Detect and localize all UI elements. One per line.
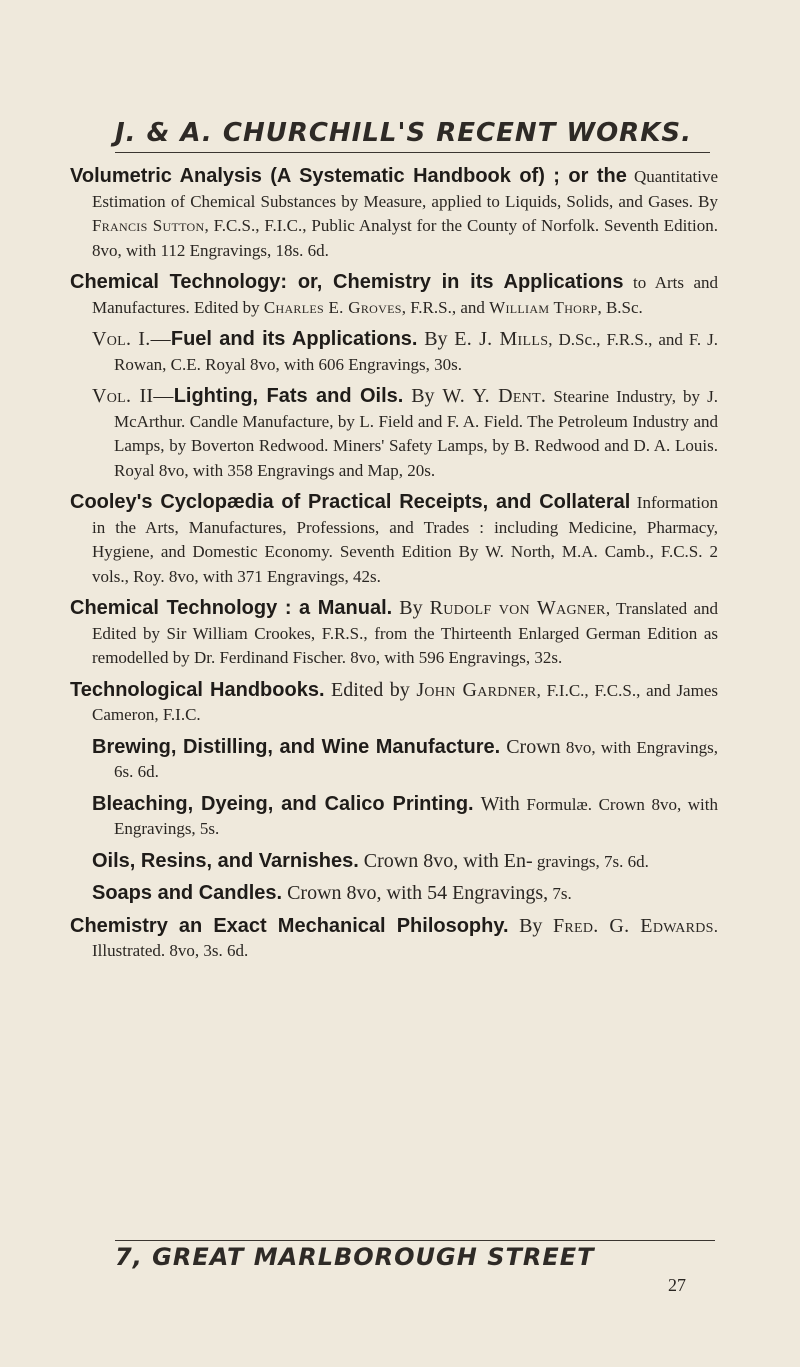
entry-title: Oils, Resins, and Varnishes. [92, 849, 359, 872]
entry-format: Crown 8vo, with 54 Engravings, [282, 882, 549, 904]
entry-body: Quantitative Estimation of Chemical Substances by Measure, applied to Liquids, Solids, and Gases. By [92, 167, 718, 211]
entry-details: , F.C.S., F.I.C., Public Analyst for the County of Norfolk. Seventh Edition. 8vo, with 112 Engravings, 18s. 6d. [92, 216, 718, 260]
entry-by: By [417, 328, 455, 350]
entry-author: Rudolf von Wagner [429, 597, 606, 619]
entry-body: Information in the Arts, Manufactures, Professions, and Trades : including Medicine, Pharmacy, Hygiene, and Domestic Economy. Seventh Edition By W. North, M.A. Camb., F.C.S. 2 vols., Roy. 8vo, with 371 Engravings, 42s. [92, 493, 718, 586]
entry-title: Chemical Technology: or, Chemistry in its Applications [70, 271, 624, 293]
entry-title: Technological Handbooks. [70, 678, 325, 701]
entry-author-2: William Thorp [489, 297, 598, 317]
entry-chemical-technology-manual [70, 596, 718, 671]
entry-details: . Illustrated. 8vo, 3s. 6d. [92, 916, 718, 960]
volume-label: Vol. I.— [92, 328, 171, 350]
entry-details: , F.I.C., F.C.S., and James Cameron, F.I.C. [92, 680, 718, 724]
entry-format: Crown 8vo, with En- [358, 849, 533, 872]
bottom-rule [115, 1240, 715, 1241]
entry-body-mid: , F.R.S., and [401, 297, 490, 317]
entry-details: 7s. [548, 884, 572, 903]
entry-author: E. J. Mills [454, 328, 549, 350]
entry-details: , Translated and Edited by Sir William Crookes, F.R.S., from the Thirteenth Enlarged German Edition as remodelled by Dr. Ferdinand Fischer. 8vo, with 596 Engravings, 32s. [92, 599, 718, 667]
entry-details: , D.Sc., F.R.S., and F. J. Rowan, C.E. Royal 8vo, with 606 Engravings, 30s. [114, 330, 718, 374]
entry-author: John Gardner [416, 678, 537, 701]
top-rule [115, 152, 710, 153]
entry-details: Stearine Industry, by J. McArthur. Candle Manufacture, by L. Field and F. A. Field. The Petroleum Industry and Lamps, by Boverton Redwood. Miners' Safety Lamps, by B. Redwood and D. A. Louis. Royal 8vo, with 358 Engravings and Map, 20s. [114, 387, 719, 480]
entry-brewing [70, 735, 718, 785]
entry-vol-2 [70, 384, 718, 483]
entry-chemistry-exact [70, 914, 718, 964]
entry-details: , B.Sc. [597, 297, 643, 317]
entry-by: By [392, 597, 430, 619]
entry-bleaching [70, 792, 718, 842]
entry-author: Charles E. Groves [263, 297, 402, 317]
entry-author: Fred. G. Edwards [552, 914, 714, 937]
entry-title: Soaps and Candles. [92, 882, 283, 904]
page-number: 27 [668, 1275, 686, 1295]
entry-body: to Arts and Manufactures. Edited by [92, 273, 718, 317]
publisher-address: 7, GREAT MARLBOROUGH STREET [115, 1243, 595, 1271]
entry-details: 8vo, with Engravings, 6s. 6d. [114, 737, 719, 781]
entry-title: Chemical Technology : a Manual. [70, 597, 393, 619]
entry-soaps-candles [70, 881, 718, 907]
entry-chemical-technology [70, 270, 718, 320]
entry-by: By [508, 914, 553, 937]
entry-by: Edited by [324, 678, 417, 701]
entry-title: Cooley's Cyclopædia of Practical Receipts, and Collateral [70, 491, 631, 513]
entry-volumetric-analysis [70, 164, 718, 263]
entry-title: Lighting, Fats and Oils. [173, 385, 404, 407]
entry-details: Formulæ. Crown 8vo, with Engravings, 5s. [114, 794, 719, 838]
entry-author: W. Y. Dent. [442, 385, 547, 407]
book-list [70, 164, 718, 971]
entry-title: Fuel and its Applications. [170, 328, 418, 350]
entry-details: gravings, 7s. 6d. [532, 851, 649, 871]
entry-format: With [473, 792, 520, 815]
entry-vol-1 [70, 327, 718, 377]
entry-title: Bleaching, Dyeing, and Calico Printing. [92, 792, 474, 815]
entry-author: Francis Sutton [92, 216, 205, 235]
entry-title: Brewing, Distilling, and Wine Manufacture. [92, 735, 501, 758]
volume-label: Vol. II— [92, 385, 174, 407]
entry-by: By [403, 385, 443, 407]
page-heading: J. & A. CHURCHILL'S RECENT WORKS. [115, 118, 692, 148]
entry-title: Chemistry an Exact Mechanical Philosophy. [70, 914, 509, 937]
entry-format: Crown [500, 735, 561, 758]
entry-cooleys-cyclopaedia [70, 490, 718, 589]
entry-title: Volumetric Analysis (A Systematic Handbook of) ; or the [70, 165, 627, 187]
entry-technological-handbooks [70, 678, 718, 728]
entry-oils-resins [70, 849, 718, 875]
